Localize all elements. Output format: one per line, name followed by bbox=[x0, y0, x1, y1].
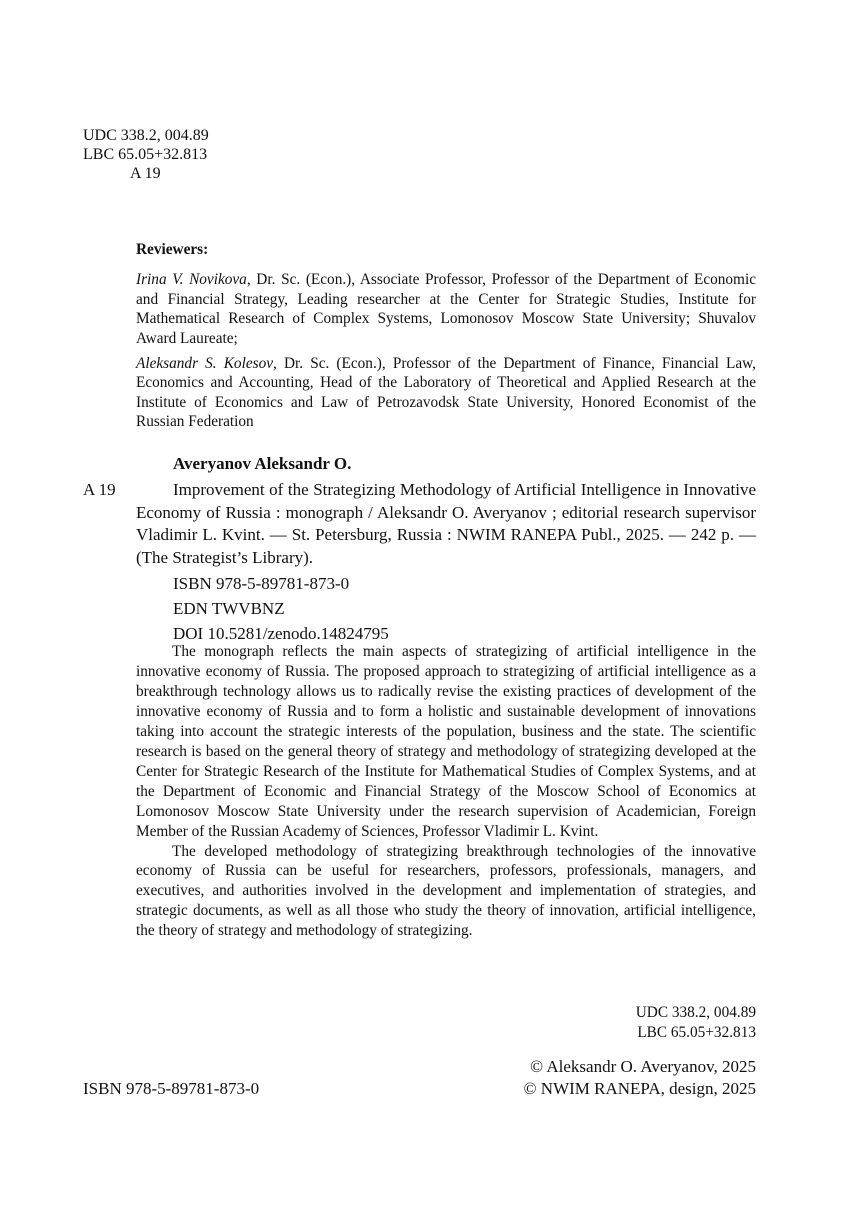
classification-codes-right bbox=[636, 1003, 756, 1043]
reviewers-section bbox=[136, 240, 756, 438]
lbc-code-right: LBC 65.05+32.813 bbox=[637, 1024, 756, 1041]
bibliographic-entry bbox=[83, 479, 756, 569]
classification-codes bbox=[83, 126, 209, 183]
lbc-code: LBC 65.05+32.813 bbox=[83, 146, 208, 163]
book-title-description: Improvement of the Strategizing Methodology of Artificial Intelligence in Innovative Economy of Russia : monograph / Aleksandr O. Averyanov ; editorial research supervisor Vladimir L. Kvint. — St. Petersburg, Russia : NWIM RANEPA Publ., 2025. — 242 p. — (The Strategist’s Library). bbox=[136, 480, 756, 567]
identifiers bbox=[83, 572, 756, 646]
reviewer-details: , Dr. Sc. (Econ.), Associate Professor, Professor of the Department of Economic and Financial Strategy, Leading researcher at the Center for Strategic Studies, Institute for Mathematical Research of Complex Systems, Lomonosov Moscow State University; Shuvalov Award Laureate; bbox=[136, 271, 756, 347]
book-author: Averyanov Aleksandr O. bbox=[173, 454, 352, 473]
reviewer-name: Irina V. Novikova bbox=[136, 271, 247, 289]
entry-author-code: A 19 bbox=[83, 480, 116, 499]
copyright-design: © NWIM RANEPA, design, 2025 bbox=[523, 1079, 756, 1098]
edn: EDN TWVBNZ bbox=[173, 599, 285, 619]
udc-code: UDC 338.2, 004.89 bbox=[83, 127, 209, 144]
copyright-block bbox=[524, 1056, 756, 1100]
abstract-paragraph: The developed methodology of strategizing breakthrough technologies of the innovative economy of Russia can be useful for researchers, professors, professionals, managers, and executives, and authorities involved in the development and implementation of strategies, and strategic documents, as well as all those who study the theory of innovation, artificial intelligence, the theory of strategy and methodology of strategizing. bbox=[136, 842, 756, 940]
reviewer-entry bbox=[136, 270, 756, 348]
footer-isbn: ISBN 978-5-89781-873-0 bbox=[83, 1079, 260, 1098]
isbn: ISBN 978-5-89781-873-0 bbox=[173, 574, 350, 594]
udc-code-right: UDC 338.2, 004.89 bbox=[635, 1004, 756, 1021]
reviewer-details: , Dr. Sc. (Econ.), Professor of the Department of Finance, Financial Law, Economics and Accounting, Head of the Laboratory of Theoretical and Applied Research at the Institute of Economics and Law of Petrozavodsk State University, Honored Economist of the Russian Federation bbox=[136, 355, 756, 431]
doi: DOI 10.5281/zenodo.14824795 bbox=[173, 623, 389, 643]
reviewers-heading: Reviewers: bbox=[136, 241, 209, 258]
abstract-paragraph: The monograph reflects the main aspects of strategizing of artificial intelligence in the innovative economy of Russia. The proposed approach to strategizing of artificial intelligence as a breakthrough technology allows us to radically revise the existing practices of development of the innovative economy of Russia and to form a holistic and sustainable development of innovations taking into account the strategic interests of the population, business and the state. The scientific research is based on the general theory of strategy and methodology of strategizing developed at the Center for Strategic Research of the Institute for Mathematical Studies of Complex Systems, and at the Department of Economic and Financial Strategy of the Moscow School of Economics at Lomonosov Moscow State University under the research supervision of Academician, Foreign Member of the Russian Academy of Sciences, Professor Vladimir L. Kvint. bbox=[136, 643, 756, 840]
reviewer-name: Aleksandr S. Kolesov bbox=[136, 355, 274, 373]
reviewer-entry bbox=[136, 354, 756, 432]
copyright-author: © Aleksandr O. Averyanov, 2025 bbox=[530, 1057, 756, 1076]
author-code: A 19 bbox=[130, 165, 161, 182]
abstract bbox=[136, 642, 756, 941]
bibliographic-record bbox=[83, 452, 756, 646]
